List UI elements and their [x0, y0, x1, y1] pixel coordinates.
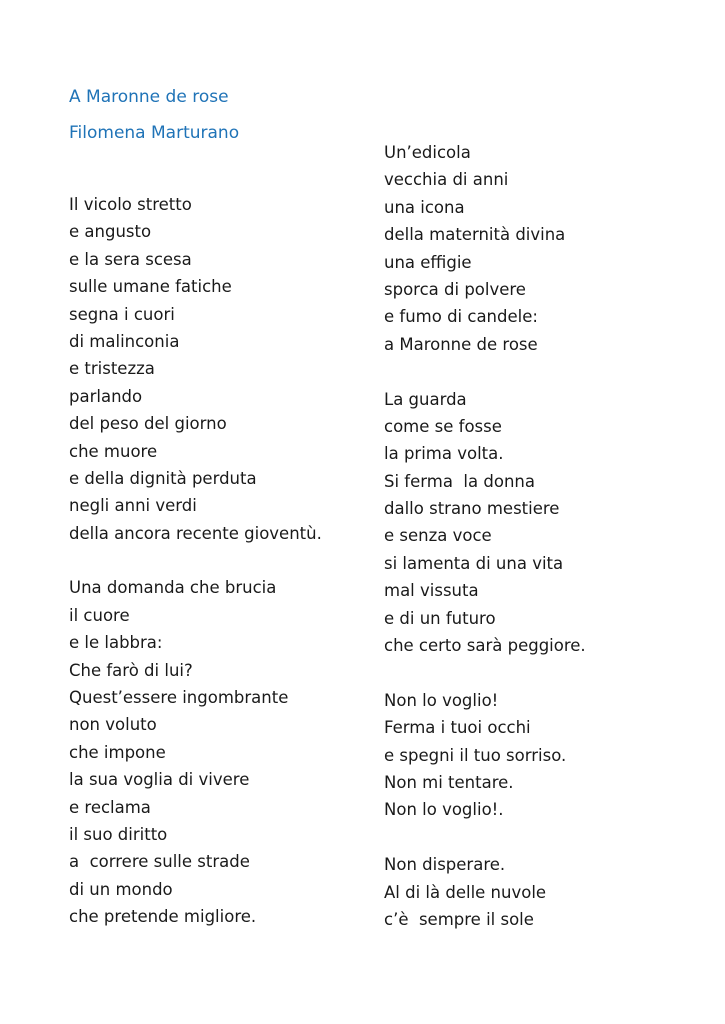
- poem-left-column: [69, 194, 322, 934]
- verse-line: Una domanda che brucia: [69, 578, 277, 598]
- verse-line: il suo diritto: [69, 824, 168, 844]
- verse-line: Il vicolo stretto: [69, 195, 192, 214]
- stanza-break: [384, 662, 586, 689]
- verse-line: mal vissuta: [384, 581, 479, 601]
- verse-line: del peso del giorno: [69, 414, 227, 434]
- verse-line: dallo strano mestiere: [384, 499, 560, 519]
- verse-line: non voluto: [69, 715, 157, 735]
- verse-line: di un mondo: [69, 879, 173, 899]
- verse-line: e le labbra:: [69, 633, 163, 653]
- verse-line: a correre sulle strade: [69, 852, 250, 872]
- verse-line: sporca di polvere: [384, 279, 526, 299]
- poem-author: Filomena Marturano: [69, 123, 240, 143]
- verse-line: e senza voce: [384, 526, 492, 546]
- verse-line: che certo sarà peggiore.: [384, 636, 586, 656]
- verse-line: Non mi tentare.: [384, 772, 514, 792]
- verse-line: parlando: [69, 386, 143, 406]
- verse-line: della maternità divina: [384, 225, 566, 245]
- verse-line: si lamenta di una vita: [384, 553, 564, 573]
- verse-line: Al di là delle nuvole: [384, 882, 547, 902]
- verse-line: e la sera scesa: [69, 249, 192, 269]
- verse-line: c’è sempre il sole: [384, 909, 534, 929]
- verse-line: sulle umane fatiche: [69, 277, 232, 297]
- verse-line: che impone: [69, 742, 166, 762]
- verse-line: e di un futuro: [384, 608, 496, 628]
- verse-line: e tristezza: [69, 359, 155, 379]
- verse-line: e spegni il tuo sorriso.: [384, 745, 567, 765]
- poem-right-column: [384, 142, 586, 936]
- verse-line: Si ferma la donna: [384, 471, 535, 491]
- verse-line: La guarda: [384, 389, 467, 409]
- verse-line: una effigie: [384, 252, 472, 272]
- verse-line: che muore: [69, 441, 158, 461]
- stanza-break: [69, 550, 322, 577]
- verse-line: Che farò di lui?: [69, 660, 193, 680]
- verse-line: vecchia di anni: [384, 170, 509, 190]
- verse-line: il cuore: [69, 605, 130, 625]
- verse-line: la prima volta.: [384, 444, 504, 464]
- verse-line: Non disperare.: [384, 855, 506, 875]
- verse-line: segna i cuori: [69, 304, 175, 324]
- verse-line: la sua voglia di vivere: [69, 770, 250, 790]
- verse-line: che pretende migliore.: [69, 907, 257, 927]
- poem-title: A Maronne de rose: [69, 87, 229, 107]
- verse-line: una icona: [384, 197, 465, 217]
- verse-line: di malinconia: [69, 331, 180, 351]
- verse-line: come se fosse: [384, 416, 502, 436]
- verse-line: Non lo voglio!: [384, 690, 499, 710]
- verse-line: a Maronne de rose: [384, 334, 538, 354]
- stanza-break: [384, 827, 586, 854]
- verse-line: e angusto: [69, 222, 152, 242]
- verse-line: e reclama: [69, 797, 151, 817]
- verse-line: negli anni verdi: [69, 496, 197, 516]
- verse-line: Ferma i tuoi occhi: [384, 718, 531, 738]
- verse-line: della ancora recente gioventù.: [69, 523, 322, 543]
- verse-line: Un’edicola: [384, 143, 471, 162]
- verse-line: e della dignità perduta: [69, 468, 257, 488]
- verse-line: Non lo voglio!.: [384, 800, 504, 820]
- verse-line: e fumo di candele:: [384, 307, 538, 327]
- verse-line: Quest’essere ingombrante: [69, 688, 289, 708]
- stanza-break: [384, 361, 586, 388]
